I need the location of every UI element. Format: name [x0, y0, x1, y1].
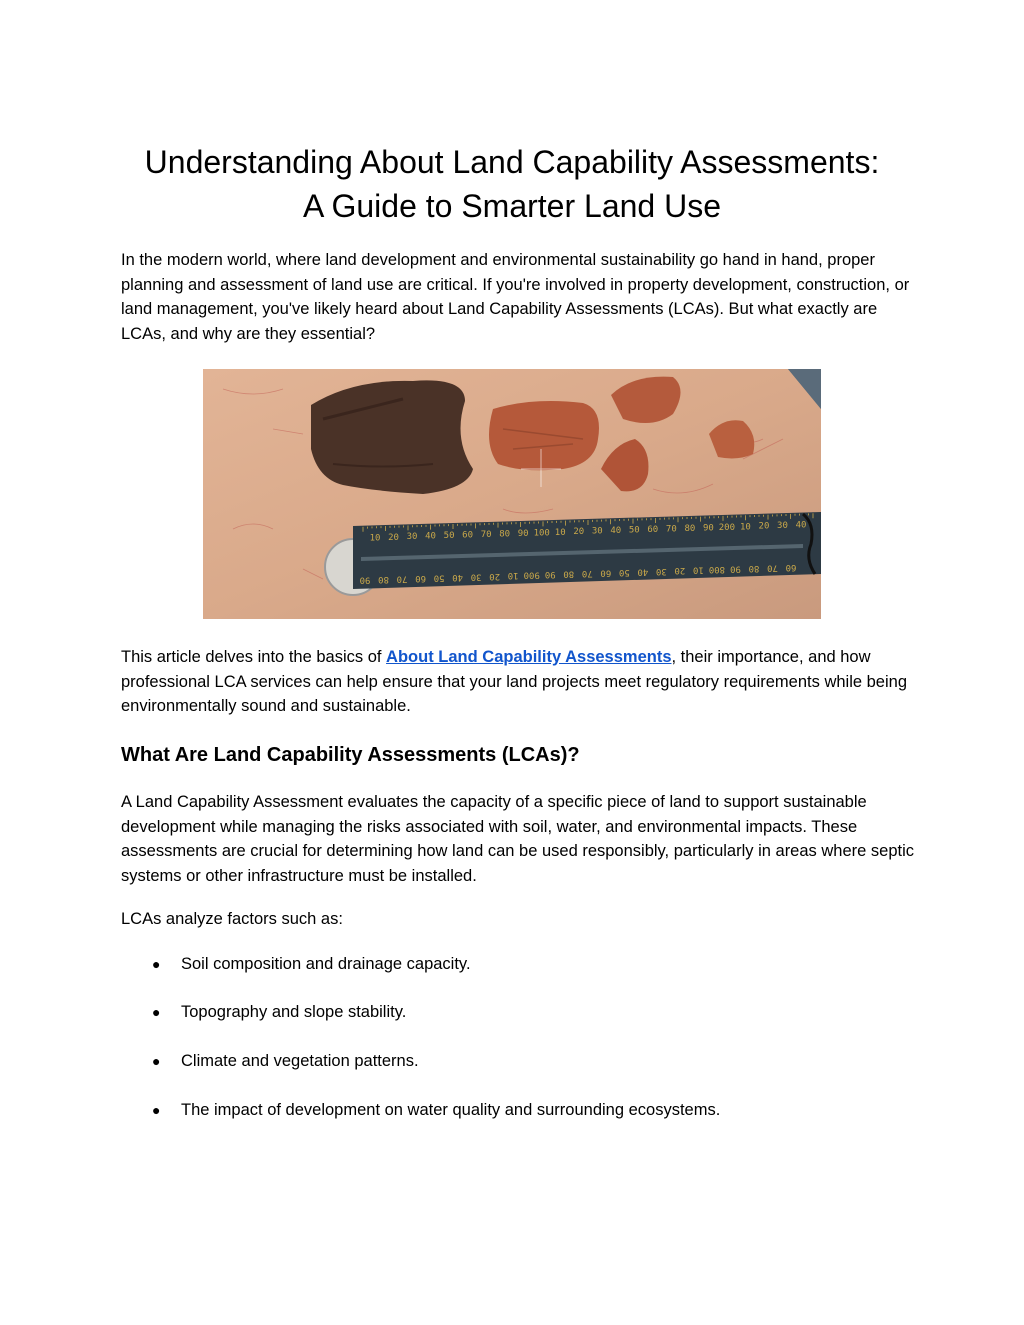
ruler-top-number: 50 [628, 525, 640, 536]
bullet-icon: ● [152, 1102, 161, 1118]
ruler-top-number: 20 [758, 521, 770, 532]
ruler-top-number: 70 [480, 530, 492, 541]
article-text-before-link: This article delves into the basics of [121, 648, 387, 666]
ruler-top-number: 20 [388, 532, 399, 543]
ruler-top-number: 90 [517, 528, 529, 539]
page-title [100, 140, 924, 228]
list-item-text: Topography and slope stability. [181, 1003, 407, 1021]
list-item-text: Soil composition and drainage capacity. [181, 955, 471, 973]
ruler-bottom-number: 70 [396, 573, 408, 584]
ruler-bottom-number: 30 [470, 571, 482, 582]
ruler-top-number: 40 [795, 520, 807, 531]
ruler-bottom-number: 10 [692, 564, 704, 575]
ruler-bottom-number: 20 [489, 570, 501, 581]
ruler-top-number: 90 [702, 523, 714, 534]
ruler-bottom-number: 60 [600, 567, 612, 578]
bullet-icon: ● [152, 1004, 161, 1020]
ruler-top-number: 30 [406, 532, 418, 543]
ruler-top-number: 10 [740, 522, 751, 533]
ruler-bottom-number: 20 [674, 565, 686, 576]
ruler-bottom-number: 70 [767, 562, 778, 573]
red-soil-sample-large [489, 401, 599, 470]
page-title-line-2: A Guide to Smarter Land Use [303, 188, 721, 224]
ruler-bottom-number: 60 [785, 561, 797, 572]
bullet-icon: ● [152, 956, 161, 972]
dark-soil-sample [311, 380, 473, 494]
ruler-top-number: 70 [665, 524, 677, 535]
about-lca-link[interactable]: About Land Capability Assessments [386, 648, 672, 666]
bullet-icon: ● [152, 1053, 161, 1069]
ruler-bottom-number: 10 [507, 570, 519, 581]
ruler-top-number: 60 [462, 530, 474, 541]
soil-samples-photo [203, 369, 821, 619]
ruler-bottom-number: 60 [415, 572, 426, 583]
intro-paragraph: In the modern world, where land development and environmental sustainability go hand in hand, proper planning and assessment of land use are critical. If you're involved in property development, construction, or land management, you've likely heard about Land Capability Assessments (LCAs). But what exactly are LCAs, and why are they essential? [121, 251, 910, 343]
ruler-top-number: 50 [443, 531, 455, 542]
ruler-top-number: 30 [591, 526, 603, 537]
ruler-top-number: 40 [610, 526, 622, 537]
ruler-top-number: 10 [369, 533, 381, 544]
ruler-bottom-number: 80 [563, 568, 575, 579]
ruler-bottom-number: 50 [618, 566, 630, 577]
ruler-bottom-number: 90 [730, 563, 741, 574]
ruler-top-number: 10 [554, 527, 566, 538]
ruler-bottom-number: 50 [433, 572, 445, 583]
ruler-top-number: 200 [718, 522, 736, 533]
article-paragraph [121, 645, 921, 719]
ruler-bottom-number: 80 [378, 574, 389, 585]
factors-intro: LCAs analyze factors such as: [121, 910, 343, 928]
list-item-text: The impact of development on water quality and surrounding ecosystems. [181, 1101, 721, 1119]
ruler-bottom-number: 70 [581, 567, 593, 578]
ruler-bottom-number: 30 [655, 565, 667, 576]
ruler-bottom-number: 40 [452, 571, 464, 582]
ruler-top-number: 100 [533, 528, 550, 539]
list-item-text: Climate and vegetation patterns. [181, 1052, 419, 1070]
ruler-bottom-number: 90 [544, 569, 556, 580]
ruler-bottom-number: 90 [359, 574, 371, 585]
ruler-bottom-number: 900 [523, 569, 540, 580]
ruler-top-number: 60 [647, 525, 659, 536]
article-text-after-link: , their importance, and how professional LCA services can help ensure that your land projects meet regulatory requirements while being environmentally sound and sustainable. [121, 648, 908, 715]
ruler-bottom-number: 80 [748, 563, 760, 574]
ruler-top-number: 80 [684, 523, 696, 534]
ruler-bottom-number: 800 [708, 564, 726, 575]
page-title-line-1: Understanding About Land Capability Assessments: [144, 144, 880, 180]
ruler-bottom-number: 40 [637, 566, 649, 577]
section-heading: What Are Land Capability Assessments (LCAs)? [121, 744, 580, 766]
section-body-paragraph: A Land Capability Assessment evaluates the capacity of a specific piece of land to support sustainable development while managing the risks associated with soil, water, and environmental impacts. These assessments are crucial for determining how land can be used responsibly, particularly in areas where septic systems or other infrastructure must be installed. [121, 793, 914, 885]
ruler-top-number: 80 [499, 529, 511, 540]
ruler-top-number: 20 [573, 527, 585, 538]
ruler-top-number: 30 [777, 521, 788, 532]
ruler-top-number: 40 [425, 531, 436, 542]
